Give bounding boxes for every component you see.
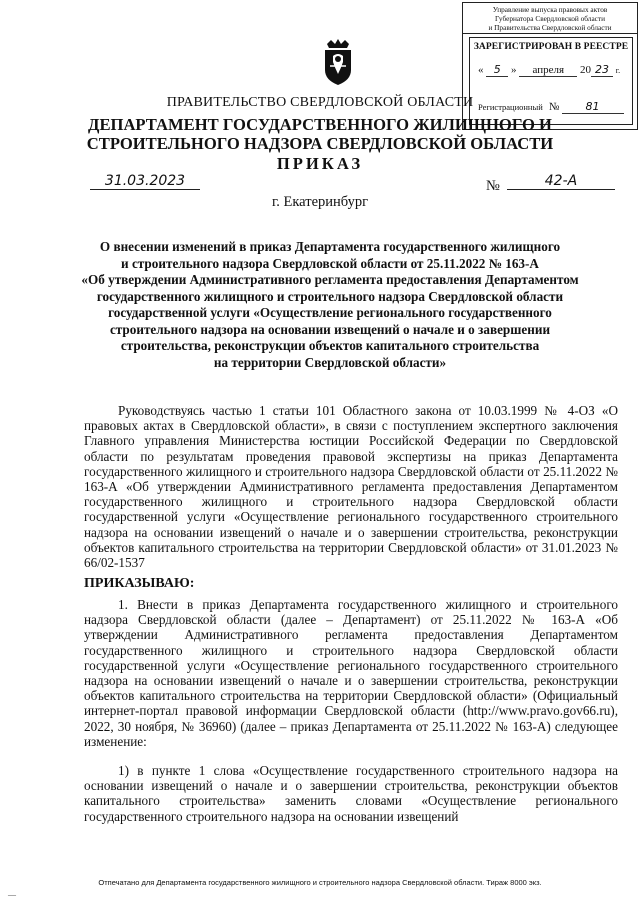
stamp-reg-label: Регистрационный (478, 102, 543, 112)
preamble-text: Руководствуясь частью 1 статьи 101 Областного закона от 10.03.1999 № 4-ОЗ «О правовых актах в Свердловской области», в связи с поступлением экспертного заключения Главного управления Министерства юстиции Российской Федерации по Свердловской области по результатам проведения правовой экспертизы на приказ Департамента государственного жилищного и строительного надзора Свердловской области от 25.11.2022 № 163-А «Об утверждении Административного регламента предоставления Департаментом государственного жилищного и строительного надзора Свердловской области государственной услуги «Осуществление регионального государственного строительного надзора на основании извещений о начале и о завершении строительства, реконструкции объектов капитального строительства на территории Свердловской области» от 31.01.2023 № 66/02-1537 (84, 403, 618, 571)
stamp-title: ЗАРЕГИСТРИРОВАН В РЕЕСТРЕ (473, 42, 629, 52)
stamp-open-quote: « (478, 64, 484, 76)
government-name: ПРАВИТЕЛЬСТВО СВЕРДЛОВСКОЙ ОБЛАСТИ (166, 95, 474, 110)
stamp-reg-no-sign: № (548, 101, 560, 113)
subitem-1-paragraph (84, 763, 618, 824)
stamp-year-mark: г. (615, 66, 621, 75)
stamp-body (469, 37, 633, 125)
order-title-line: строительства, реконструкции объектов капитального строительства (120, 338, 540, 353)
order-title-line: и строительного надзора Свердловской области от 25.11.2022 № 163-А (121, 255, 539, 271)
item-1-paragraph (84, 597, 618, 749)
stamp-header (463, 3, 637, 34)
stamp-year-suffix: 23 (591, 63, 613, 77)
order-heading: ПРИКАЗЫВАЮ: (84, 576, 195, 591)
stamp-close-quote: » (511, 64, 517, 76)
order-title-line: государственной услуги «Осуществление регионального государственного (108, 305, 552, 320)
city: г. Екатеринбург (271, 194, 369, 210)
stamp-year-prefix: 20 (580, 64, 591, 76)
document-type: ПРИКАЗ (276, 154, 364, 173)
preamble-paragraph (84, 403, 618, 570)
corner-mark: — (8, 890, 16, 899)
stamp-header-line: и Правительства Свердловской области (488, 23, 612, 32)
department-name-line1: ДЕПАРТАМЕНТ ГОСУДАРСТВЕННОГО ЖИЛИЩНОГО И (88, 115, 552, 134)
stamp-header-line: Управление выпуска правовых актов (492, 5, 608, 14)
order-title-line: на территории Свердловской области» (213, 354, 447, 370)
order-number-label: № (486, 178, 500, 194)
subitem-1-text: 1) в пункте 1 слова «Осуществление государственного строительного надзора на основании извещений о начале и о завершении строительства, реконструкции объектов капитального строительства» заменить словами «Осуществление регионального государственного строительного надзора на основании извещений (84, 763, 618, 824)
stamp-date (478, 63, 620, 77)
order-title-line: строительного надзора на основании извещений о начале и о завершении (109, 321, 551, 337)
department-name-line2: СТРОИТЕЛЬНОГО НАДЗОРА СВЕРДЛОВСКОЙ ОБЛАСТИ (86, 134, 554, 153)
stamp-month: апреля (519, 64, 577, 77)
item-1-text: 1. Внести в приказ Департамента государственного жилищного и строительного надзора Свердловской области (далее – Департамент) от 25.11.2022 № 163-А «Об утверждении Административного регламента предоставления Департаментом государственного жилищного и строительного надзора Свердловской области государственной услуги «Осуществление регионального государственного строительного надзора на основании извещений о начале и о завершении строительства, реконструкции объектов капитального строительства на территории Свердловской области» (Официальный интернет-портал правовой информации Свердловской области (http://www.pravo.gov66.ru), 2022, 30 ноября, № 36960) (далее – приказ Департамента от 25.11.2022 № 163-А) следующее изменение: (84, 597, 618, 749)
stamp-reg-value: 81 (562, 100, 624, 114)
order-date: 31.03.2023 (90, 173, 200, 190)
order-title (80, 239, 580, 371)
order-title-line: «Об утверждении Административного регламента предоставления Департаментом (81, 272, 579, 287)
stamp-header-line: Губернатора Свердловской области (494, 14, 606, 23)
coat-of-arms-icon (317, 38, 359, 86)
order-title-line: государственного жилищного и строительного надзора Свердловской области (96, 288, 564, 304)
print-footer: Отпечатано для Департамента государственного жилищного и строительного надзора Свердловской области. Тираж 8000 экз. (98, 878, 542, 887)
order-title-line: О внесении изменений в приказ Департамента государственного жилищного (99, 239, 561, 254)
stamp-day: 5 (486, 63, 508, 77)
order-number: 42-А (507, 173, 615, 190)
